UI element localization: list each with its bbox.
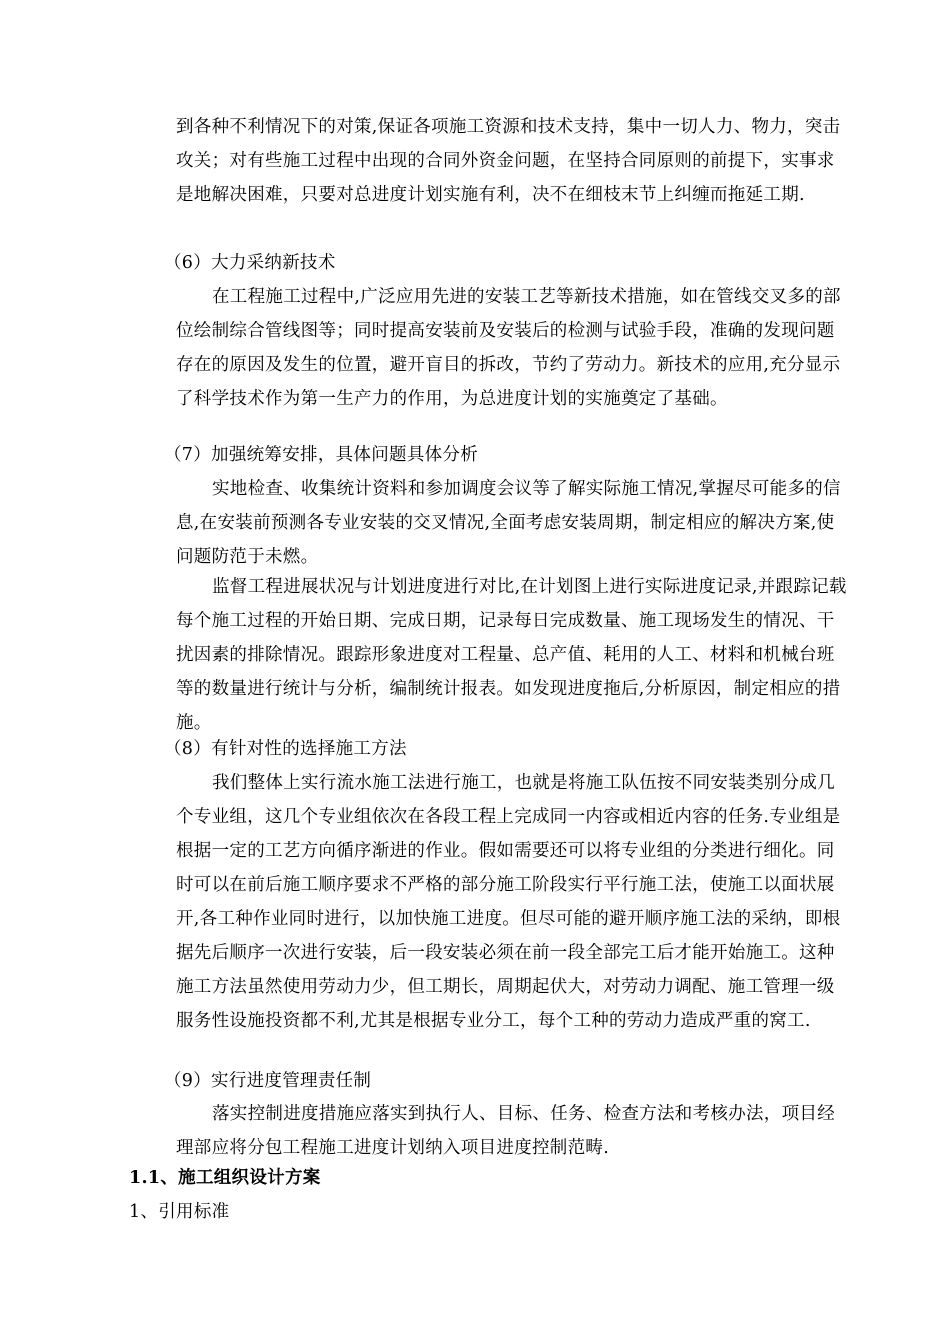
section-heading: 1.1、施工组织设计方案 [129,1168,321,1188]
paragraph-item-6: 在工程施工过程中,广泛应用先进的安装工艺等新技术措施，如在管线交叉多的部位绘制综合管线图等；同时提高安装前及安装后的检测与试验手段，准确的发现问题存在的原因及发生的位置，避开盲目的拆改，节约了劳动力。新技术的应用,充分显示了科学技术作为第一生产力的作用，为总进度计划的实施奠定了基础。 [176,287,841,409]
heading-item-9: （9）实行进度管理责任制 [164,1071,372,1091]
paragraph-item-9: 落实控制进度措施应落实到执行人、目标、任务、检查方法和考核办法，项目经理部应将分包工程施工进度计划纳入项目进度控制范畴. [176,1104,835,1158]
heading-item-6: （6）大力采纳新技术 [164,253,336,273]
paragraph-item-7a: 实地检查、收集统计资料和参加调度会议等了解实际施工情况,掌握尽可能多的信息,在安装前预测各专业安装的交叉情况,全面考虑安装周期，制定相应的解决方案,使问题防范于未燃。 [176,479,841,567]
heading-item-8: （8）有针对性的选择施工方法 [164,739,407,759]
paragraph-item-8: 我们整体上实行流水施工法进行施工，也就是将施工队伍按不同安装类别分成几个专业组，这几个专业组依次在各段工程上完成同一内容或相近内容的任务.专业组是根据一定的工艺方向循序渐进的作业。假如需要还可以将专业组的分类进行细化。同时可以在前后施工顺序要求不严格的部分施工阶段实行平行施工法，使施工以面状展开,各工种作业同时进行，以加快施工进度。但尽可能的避开顺序施工法的采纳，即根据先后顺序一次进行安装，后一段安装必须在前一段全部完工后才能开始施工。这种施工方法虽然使用劳动力少，但工期长，周期起伏大，对劳动力调配、施工管理一级服务性设施投资都不利,尤其是根据专业分工，每个工种的劳动力造成严重的窝工. [176,773,841,1031]
subsection-heading: 1、引用标准 [129,1202,230,1222]
paragraph-item-7b: 监督工程进展状况与计划进度进行对比,在计划图上进行实际进度记录,并跟踪记载每个施工过程的开始日期、完成日期，记录每日完成数量、施工现场发生的情况、干扰因素的排除情况。跟踪形象进度对工程量、总产值、耗用的人工、材料和机械台班等的数量进行统计与分析，编制统计报表。如发现进度拖后,分析原因，制定相应的措施。 [176,577,847,733]
paragraph-continuation: 到各种不利情况下的对策,保证各项施工资源和技术支持，集中一切人力、物力，突击攻关；对有些施工过程中出现的合同外资金问题，在坚持合同原则的前提下，实事求是地解决困难，只要对总进度计划实施有利，决不在细枝末节上纠缠而拖延工期. [176,117,841,205]
heading-item-7: （7）加强统筹安排，具体问题具体分析 [164,445,479,465]
